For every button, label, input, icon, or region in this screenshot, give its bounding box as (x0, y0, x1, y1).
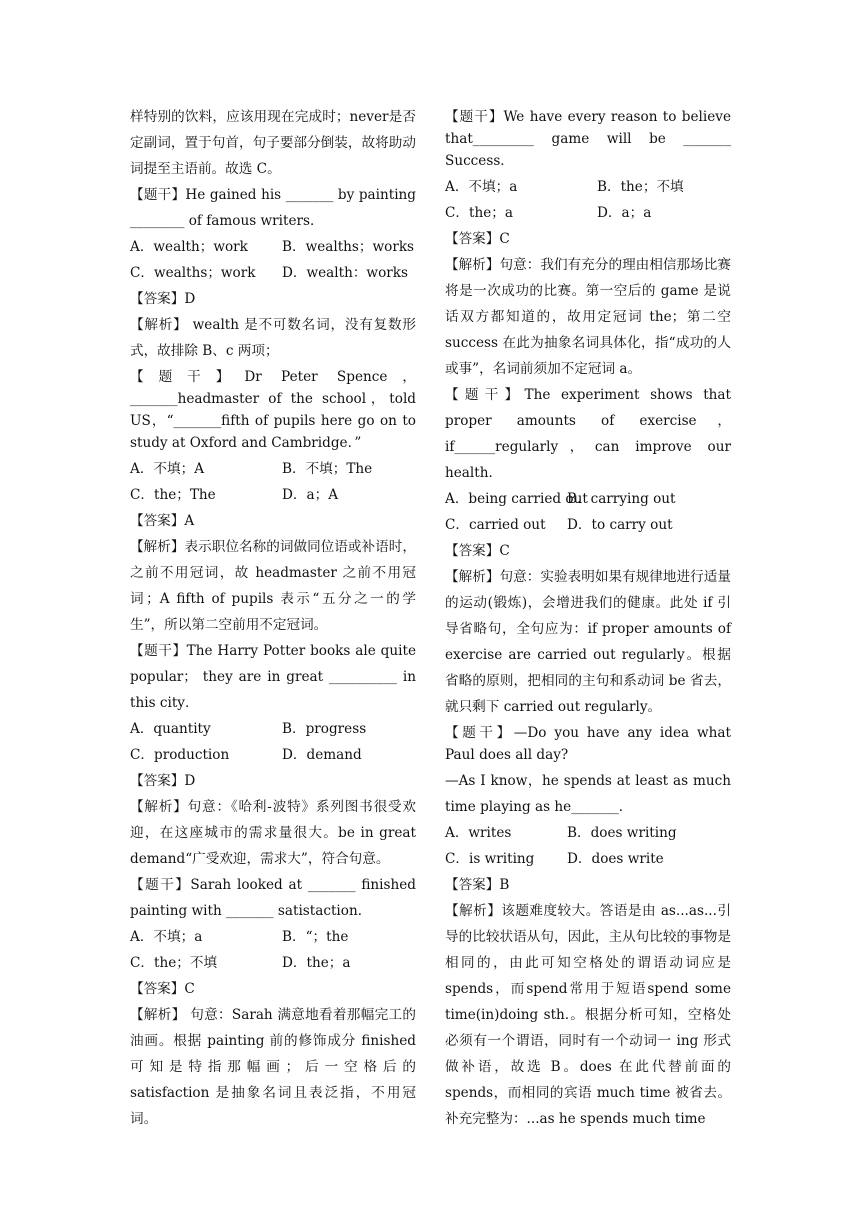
left-column (130, 104, 416, 1132)
option-label: B．wealths；works (282, 239, 415, 255)
answer-options-row (445, 820, 731, 846)
option-label: A．不填；a (445, 179, 518, 195)
option-label: C．carried out (445, 517, 546, 533)
text-paragraph: 【题干】Sarah looked at _______ finished painting with _______ satistaction． (130, 877, 416, 919)
text-paragraph: 【解析】该题难度较大。答语是由 as...as...引导的比较状语从句，因此，主从句比较的事物是相同的，由此可知空格处的谓语动词应是spends，而spend常用于短语spend some time(in)doing sth.。根据分析可知，空格处必须有一个谓语，同时有一个动词一 ing 形式做补语，故选 B。does 在此代替前面的 spends，而相同的宾语 much time 被省去。补充完整为：...as he spends much time (445, 903, 731, 1127)
answer-options-row (445, 486, 731, 512)
option-label: B．“；the (282, 929, 349, 945)
text-paragraph: 【解析】 wealth 是不可数名词，没有复数形式，故排除 B、c 两项； (130, 317, 416, 359)
option-label: A．不填；A (130, 461, 205, 477)
text-paragraph: 【解析】句意：《哈利-波特》系列图书很受欢迎，在这座城市的需求量很大。be in great demand“广受欢迎，需求大”，符合句意。 (130, 799, 416, 867)
text-paragraph: 【题干】He gained his _______ by painting ________ of famous writers． (130, 187, 416, 229)
right-column (445, 104, 731, 1132)
answer-options-row (130, 482, 416, 508)
option-label: C．the；The (130, 487, 216, 503)
text-paragraph: 【答案】C (445, 543, 510, 559)
option-label: D．to carry out (567, 517, 673, 533)
text-paragraph: 【答案】C (130, 981, 195, 997)
option-label: A．being carried out (445, 491, 588, 507)
text-paragraph: 【答案】D (130, 291, 196, 307)
answer-options-row (445, 512, 731, 538)
option-label: A．quantity (130, 721, 211, 737)
text-paragraph: 【题干】—Do you have any idea what Paul does all day? (445, 725, 731, 763)
option-label: B．progress (282, 721, 367, 737)
option-label: B．the；不填 (597, 179, 684, 195)
answer-options-row (130, 924, 416, 950)
text-paragraph: 样特别的饮料，应该用现在完成时；never是否定副词，置于句首，句子要部分倒装，故将助动词提至主语前。故选 C。 (130, 109, 416, 177)
answer-options-row (130, 260, 416, 286)
answer-options-row (445, 846, 731, 872)
answer-options-row (130, 742, 416, 768)
text-paragraph: 【解析】句意：我们有充分的理由相信那场比赛将是一次成功的比赛。第一空后的 game 是说话双方都知道的，故用定冠词 the；第二空 success 在此为抽象名词具体化，指“成功的人或事”，名词前须加不定冠词 a。 (445, 257, 731, 377)
text-paragraph: 【解析】句意：实验表明如果有规律地进行适量的运动(锻炼)，会增进我们的健康。此处 if 引导省略句，全句应为：if proper amounts of exercise are carried out regularly。根据省略的原则，把相同的主句和系动词 be 省去，就只剩下 carried out regularly。 (445, 569, 731, 715)
option-label: B．carrying out (567, 491, 676, 507)
option-label: D．wealth：works (282, 265, 408, 281)
text-paragraph: —As I know，he spends at least as much time playing as he_______． (445, 773, 731, 815)
text-paragraph: 【答案】B (445, 877, 510, 893)
option-label: A．writes (445, 825, 512, 841)
option-label: A．不填；a (130, 929, 203, 945)
option-label: D．demand (282, 747, 362, 763)
text-paragraph: 【题干】We have every reason to believe that_________ game will be _______ Success． (445, 109, 731, 169)
text-paragraph: 【解析】表示职位名称的词做同位语或补语时，之前不用冠词，故 headmaster 之前不用冠词；A fifth of pupils 表示“五分之一的学生”，所以第二空前用不定冠词。 (130, 539, 416, 633)
option-label: C．wealths；work (130, 265, 256, 281)
text-paragraph: 【题干】The Harry Potter books ale quite popular； they are in great __________ in this city． (130, 643, 416, 711)
option-label: C．the；a (445, 205, 513, 221)
option-label: D．does write (567, 851, 664, 867)
answer-options-row (130, 234, 416, 260)
option-label: B．does writing (567, 825, 677, 841)
answer-options-row (130, 950, 416, 976)
answer-options-row (130, 456, 416, 482)
text-paragraph: 【解析】 句意：Sarah 满意地看着那幅完工的油画。根据 painting 前的修饰成分 finished 可知是特指那幅画；后一空格后的 satisfaction 是抽象名词且表泛指，不用冠词。 (130, 1007, 416, 1127)
option-label: D．a；a (597, 205, 652, 221)
text-paragraph: 【答案】A (130, 513, 195, 529)
answer-options-row (445, 174, 731, 200)
text-paragraph: 【答案】D (130, 773, 196, 789)
option-label: B．不填；The (282, 461, 373, 477)
text-paragraph: 【题干】The experiment shows that proper amounts of exercise，if______regularly，can improve our health． (445, 387, 731, 481)
text-paragraph: 【答案】C (445, 231, 510, 247)
option-label: D．a；A (282, 487, 339, 503)
option-label: D．the；a (282, 955, 351, 971)
text-paragraph: 【题干】Dr Peter Spence，_______headmaster of the school，told US，“_______fifth of pupils here go on to study at Oxford and Cambridge．” (130, 369, 416, 451)
option-label: A．wealth；work (130, 239, 248, 255)
option-label: C．production (130, 747, 230, 763)
option-label: C．the；不填 (130, 955, 218, 971)
answer-options-row (130, 716, 416, 742)
option-label: C．is writing (445, 851, 535, 867)
answer-options-row (445, 200, 731, 226)
